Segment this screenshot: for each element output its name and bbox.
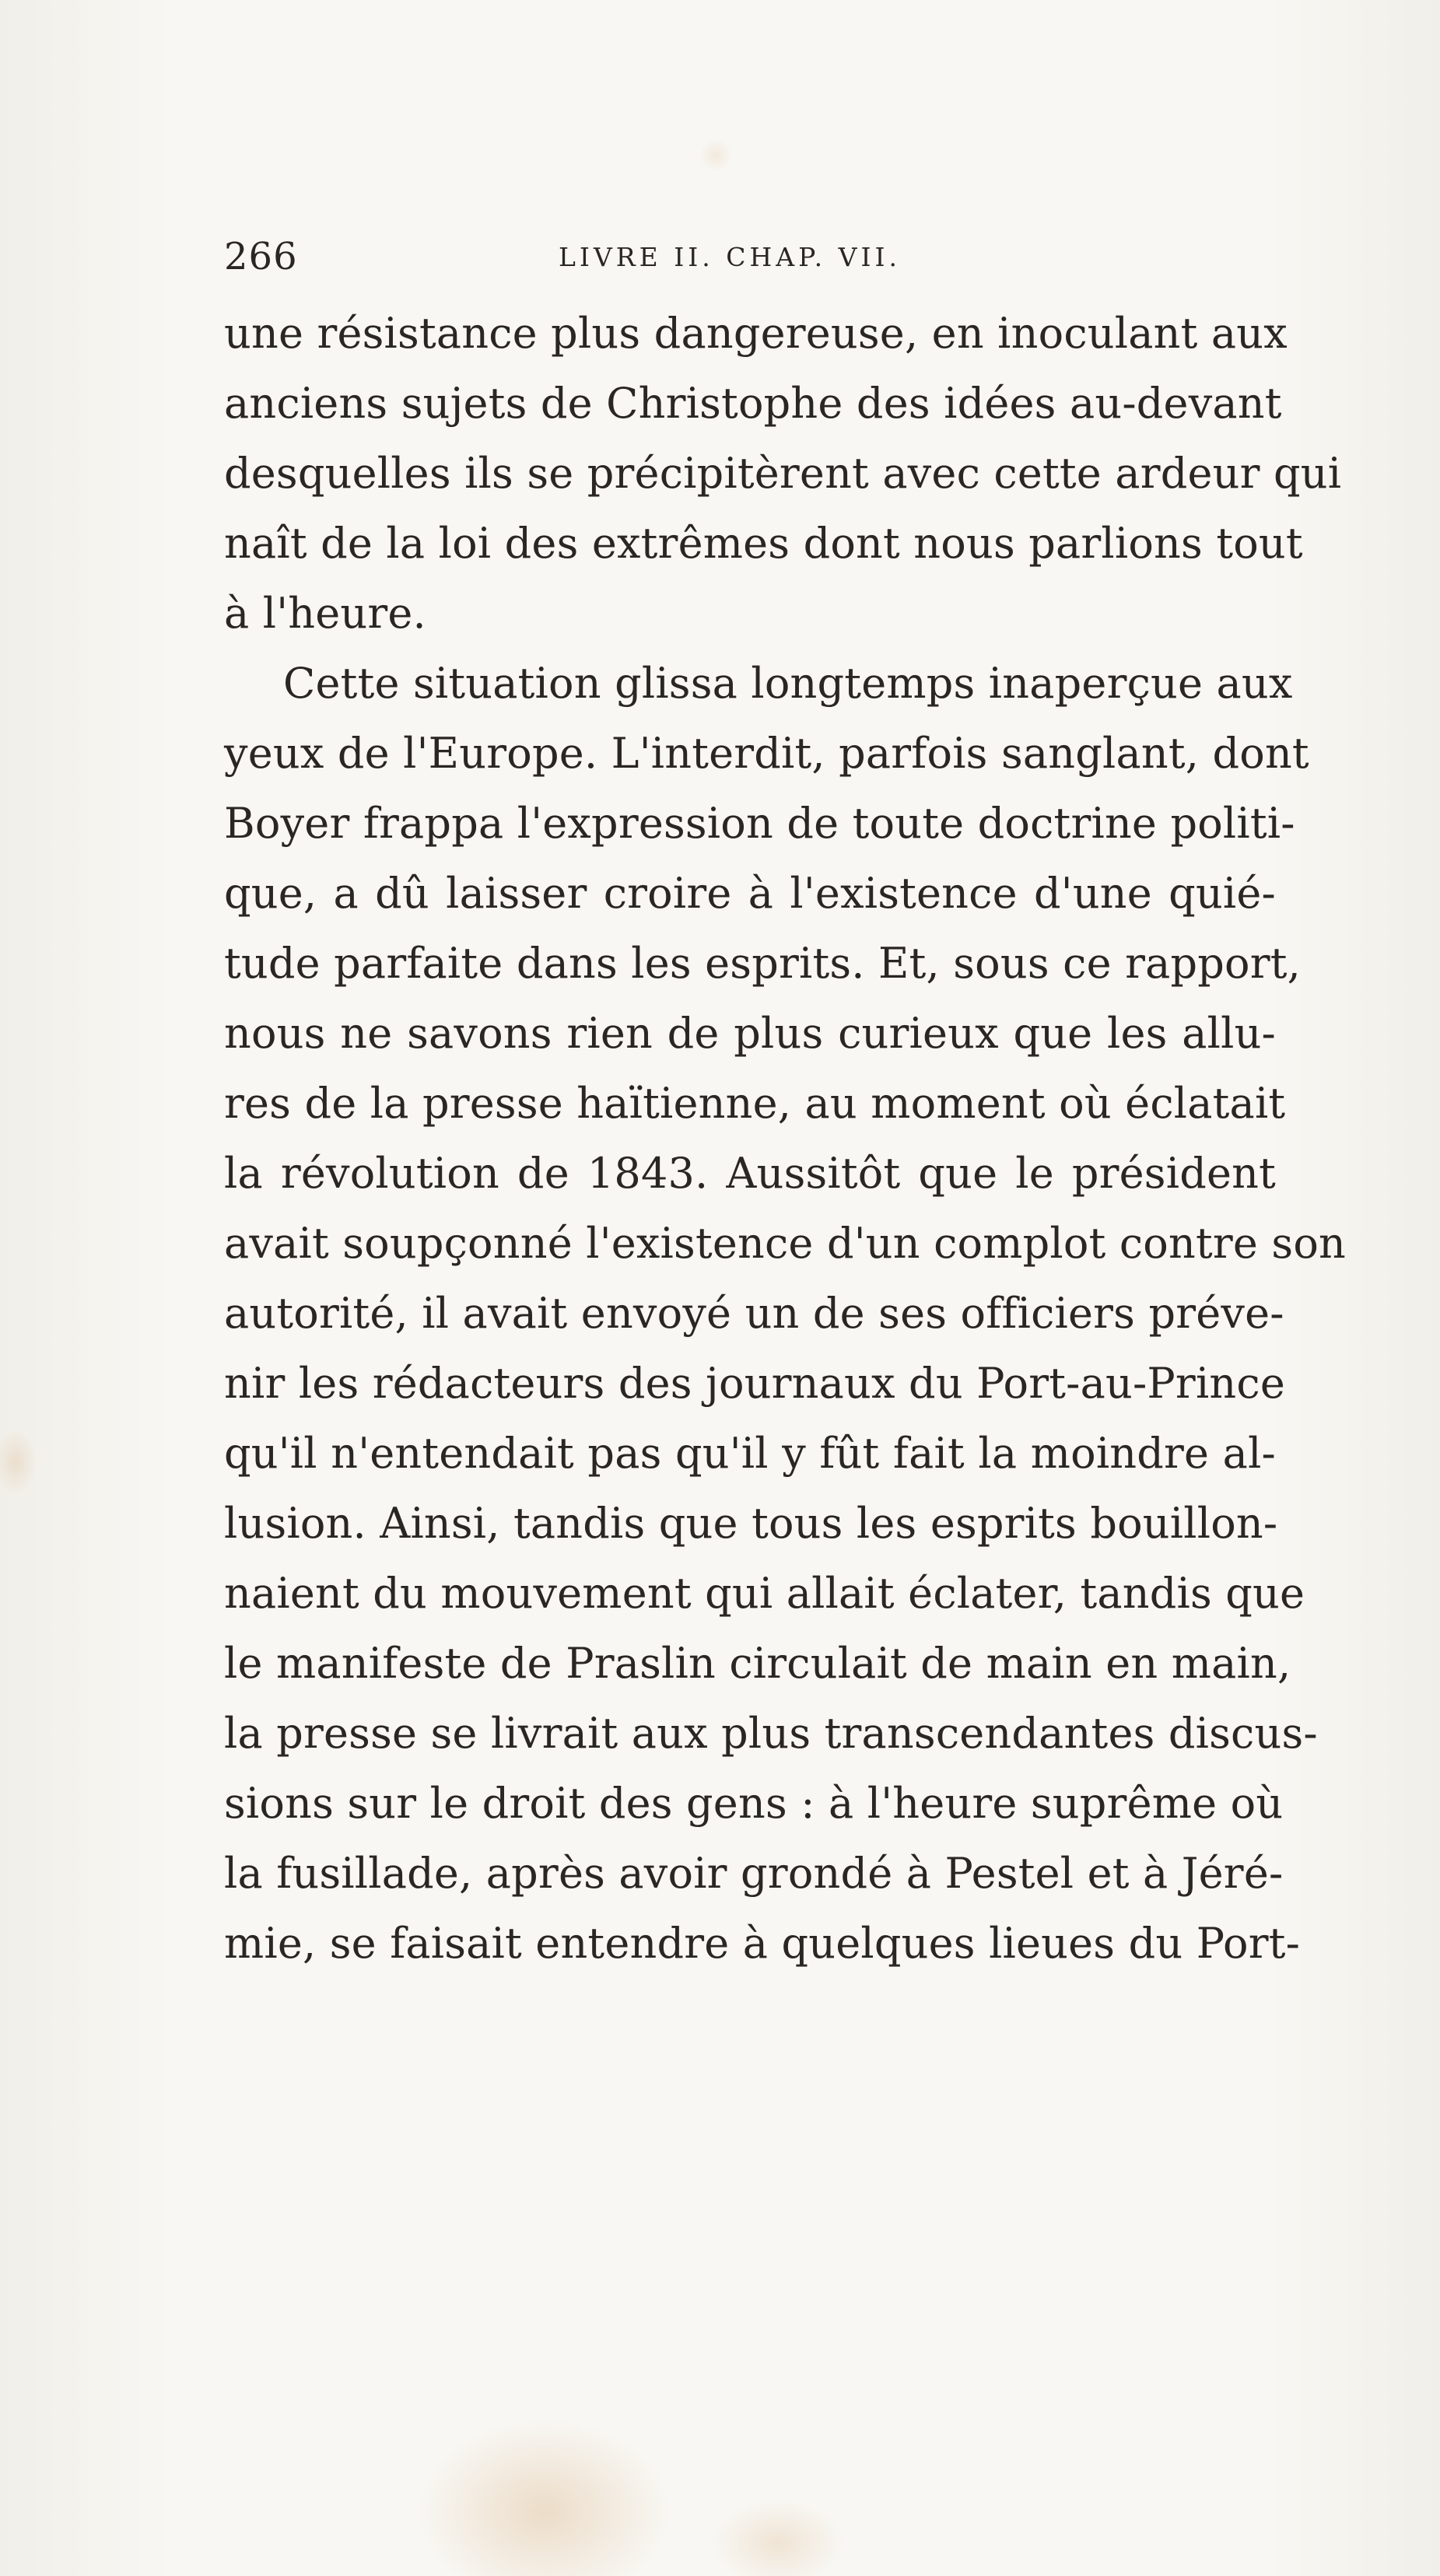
- text-line: qu'il n'entendait pas qu'il y fût fait la moindre al-: [224, 1429, 1276, 1478]
- text-line: sions sur le droit des gens : à l'heure suprême où: [224, 1779, 1284, 1828]
- text-line: nous ne savons rien de plus curieux que les allu-: [224, 1009, 1276, 1058]
- text-line: la révolution de 1843. Aussitôt que le président: [224, 1149, 1276, 1198]
- text-line: yeux de l'Europe. L'interdit, parfois sanglant, dont: [224, 729, 1309, 778]
- text-line: mie, se faisait entendre à quelques lieues du Port-: [224, 1919, 1301, 1968]
- text-line: autorité, il avait envoyé un de ses officiers préve-: [224, 1289, 1284, 1338]
- text-line: le manifeste de Praslin circulait de main en main,: [224, 1639, 1291, 1688]
- text-line: tude parfaite dans les esprits. Et, sous ce rapport,: [224, 939, 1302, 988]
- page-header: [224, 233, 1276, 280]
- text-line: la presse se livrait aux plus transcendantes discus-: [224, 1709, 1318, 1758]
- text-line: naît de la loi des extrêmes dont nous parlions tout: [224, 519, 1303, 568]
- text-line: une résistance plus dangereuse, en inoculant aux: [224, 309, 1288, 358]
- body-text: [224, 299, 1347, 1979]
- running-head: LIVRE II. CHAP. VII.: [559, 242, 902, 272]
- text-line: à l'heure.: [224, 589, 426, 638]
- text-line: res de la presse haïtienne, au moment où éclatait: [224, 1079, 1286, 1128]
- text-line: desquelles ils se précipitèrent avec cette ardeur qui: [224, 449, 1342, 498]
- text-line: anciens sujets de Christophe des idées au-devant: [224, 379, 1282, 428]
- text-line: que, a dû laisser croire à l'existence d'une quié-: [224, 869, 1276, 918]
- text-line: Cette situation glissa longtemps inaperçue aux: [283, 659, 1293, 708]
- text-line: la fusillade, après avoir grondé à Pestel et à Jéré-: [224, 1849, 1284, 1898]
- text-line: avait soupçonné l'existence d'un complot contre son: [224, 1219, 1347, 1268]
- text-line: lusion. Ainsi, tandis que tous les esprits bouillon-: [224, 1499, 1278, 1548]
- page-number: 266: [224, 235, 298, 278]
- text-line: naient du mouvement qui allait éclater, tandis que: [224, 1569, 1305, 1618]
- text-line: Boyer frappa l'expression de toute doctrine politi-: [224, 799, 1295, 848]
- text-line: nir les rédacteurs des journaux du Port-au-Prince: [224, 1359, 1285, 1408]
